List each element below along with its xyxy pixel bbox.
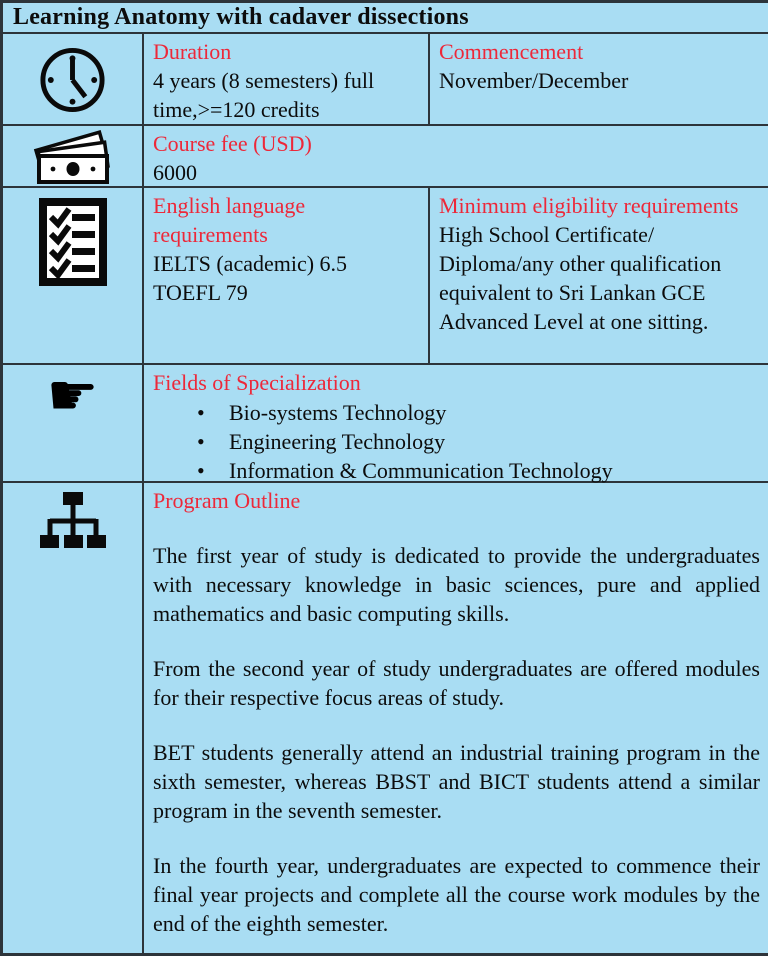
- eligibility-line: Advanced Level at one sitting.: [439, 309, 709, 334]
- row-duration-commencement: [3, 34, 768, 126]
- list-item: [153, 456, 760, 485]
- clock-icon: [37, 43, 108, 115]
- english-requirements-cell: [144, 188, 430, 363]
- duration-icon-cell: [3, 34, 144, 124]
- english-requirements-label: English language requirements: [153, 193, 306, 247]
- eligibility-line: equivalent to Sri Lankan GCE: [439, 280, 706, 305]
- row-program-outline: [3, 483, 768, 953]
- outline-icon-cell: [3, 483, 144, 953]
- specialization-list: [153, 398, 760, 485]
- eligibility-line: Diploma/any other qualification: [439, 251, 722, 276]
- row-requirements: [3, 188, 768, 365]
- duration-cell: [144, 34, 430, 124]
- commencement-cell: [430, 34, 768, 124]
- outline-paragraph: In the fourth year, undergraduates are expected to commence their final year projects and complete all the course work modules by the end of the eighth semester.: [153, 853, 760, 936]
- outline-paragraph: From the second year of study undergraduates are offered modules for their respective focus areas of study.: [153, 656, 760, 710]
- ielts-line: IELTS (academic) 6.5: [153, 251, 348, 276]
- pointing-hand-icon: ☛: [46, 361, 99, 429]
- specialization-cell: [144, 365, 768, 481]
- eligibility-line: High School Certificate/: [439, 222, 655, 247]
- commencement-value: November/December: [439, 68, 629, 93]
- course-fee-value: 6000: [153, 160, 197, 185]
- duration-label: Duration: [153, 39, 232, 64]
- outline-paragraph: BET students generally attend an industrial training program in the sixth semester, whereas BBST and BICT students attend a similar program in the seventh semester.: [153, 740, 760, 823]
- checklist-icon: [38, 197, 108, 287]
- program-outline-cell: [144, 483, 768, 953]
- course-fee-cell: [144, 126, 768, 186]
- row-course-fee: [3, 126, 768, 188]
- bullet-marker: •: [197, 458, 205, 483]
- list-item: [153, 427, 760, 456]
- specialization-icon-cell: [3, 361, 144, 481]
- banknotes-icon: [32, 127, 114, 185]
- minimum-eligibility-label: Minimum eligibility requirements: [439, 193, 739, 218]
- page-title: Learning Anatomy with cadaver dissections: [13, 4, 469, 30]
- commencement-label: Commencement: [439, 39, 584, 64]
- title-row: [3, 3, 768, 34]
- bullet-marker: •: [197, 400, 205, 425]
- duration-value: 4 years (8 semesters) full time,>=120 credits: [153, 68, 375, 122]
- list-item: [153, 398, 760, 427]
- outline-paragraph: The first year of study is dedicated to provide the undergraduates with necessary knowledge in basic sciences, pure and applied mathematics and basic computing skills.: [153, 543, 760, 626]
- requirements-icon-cell: [3, 188, 144, 363]
- specialization-label: Fields of Specialization: [153, 370, 361, 395]
- bullet-marker: •: [197, 429, 205, 454]
- program-outline-label: Program Outline: [153, 488, 301, 513]
- fee-icon-cell: [3, 126, 144, 186]
- list-item-label: Bio-systems Technology: [229, 400, 447, 425]
- toefl-line: TOEFL 79: [153, 280, 248, 305]
- org-chart-icon: [38, 490, 108, 550]
- row-specialization: [3, 361, 768, 483]
- list-item-label: Information & Communication Technology: [229, 458, 613, 483]
- list-item-label: Engineering Technology: [229, 429, 446, 454]
- minimum-eligibility-cell: [430, 188, 768, 363]
- course-fee-label: Course fee (USD): [153, 131, 312, 156]
